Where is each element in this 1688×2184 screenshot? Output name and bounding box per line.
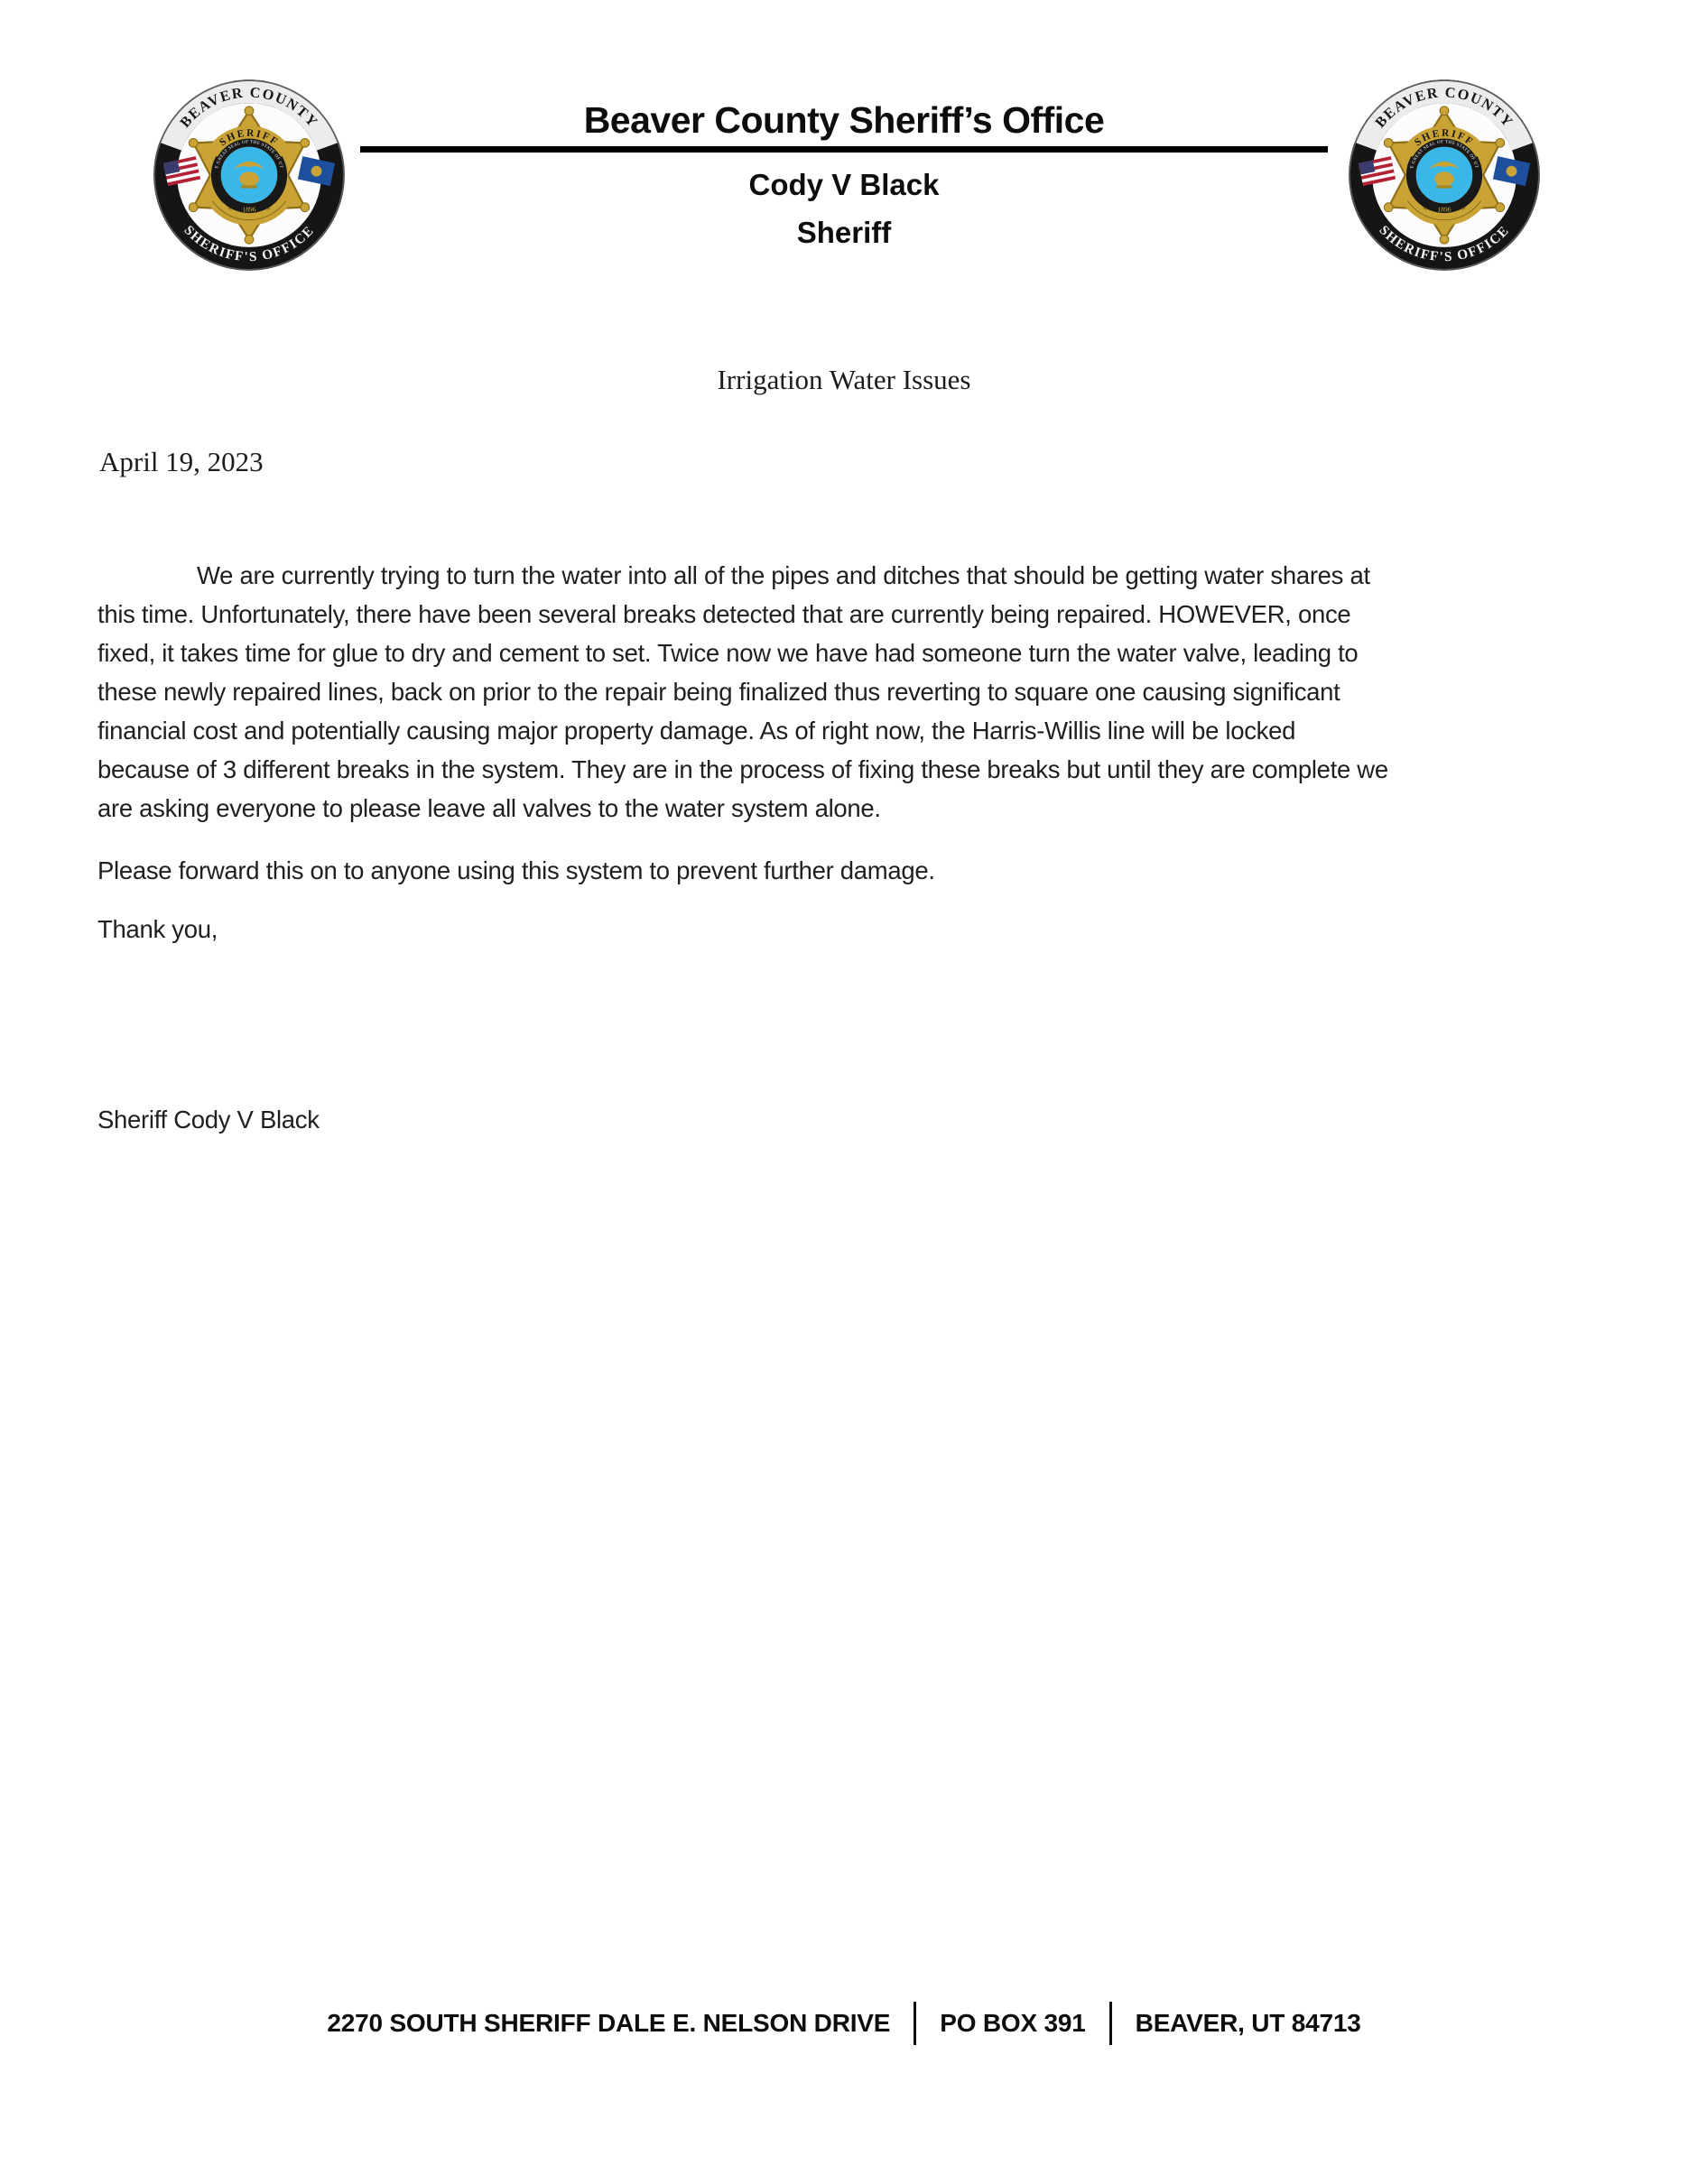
closing-line: Thank you, [97,915,218,943]
document-title: Irrigation Water Issues [717,364,971,395]
body-line: We are currently trying to turn the water into all of the pipes and ditches that should be getting water shares at [197,561,1370,589]
title-underline [360,146,1328,153]
footer-po-box: PO BOX 391 [940,2009,1086,2037]
body-line: are asking everyone to please leave all valves to the water system alone. [97,794,881,822]
office-name: Beaver County Sheriff’s Office [583,99,1105,141]
footer-city-state-zip: BEAVER, UT 84713 [1135,2009,1361,2037]
paragraph-2: Please forward this on to anyone using this system to prevent further damage. [97,856,935,884]
paragraph-1 [97,556,1605,828]
signature-line: Sheriff Cody V Black [97,1106,320,1134]
footer-address-bar [0,2002,1688,2045]
footer-divider [1109,2002,1112,2045]
body-line: these newly repaired lines, back on prior to the repair being finalized thus reverting to square one causing significant [97,678,1340,706]
body-line: fixed, it takes time for glue to dry and cement to set. Twice now we have had someone turn the water valve, leading to [97,639,1359,667]
body-line: financial cost and potentially causing major property damage. As of right now, the Harris-Willis line will be locked [97,717,1296,745]
sheriff-badge-logo-left [152,78,347,273]
officer-title: Sheriff [796,216,892,249]
footer-divider [914,2002,916,2045]
body-line: because of 3 different breaks in the system. They are in the process of fixing these breaks but until they are complete we [97,755,1388,783]
letterhead [339,99,1349,250]
officer-name: Cody V Black [748,168,940,201]
footer-street-address: 2270 SOUTH SHERIFF DALE E. NELSON DRIVE [327,2009,891,2037]
body-line: this time. Unfortunately, there have been several breaks detected that are currently being repaired. HOWEVER, once [97,600,1351,628]
sheriff-badge-logo-right [1347,78,1542,273]
document-date: April 19, 2023 [99,446,264,477]
letter-body [97,556,1605,1139]
